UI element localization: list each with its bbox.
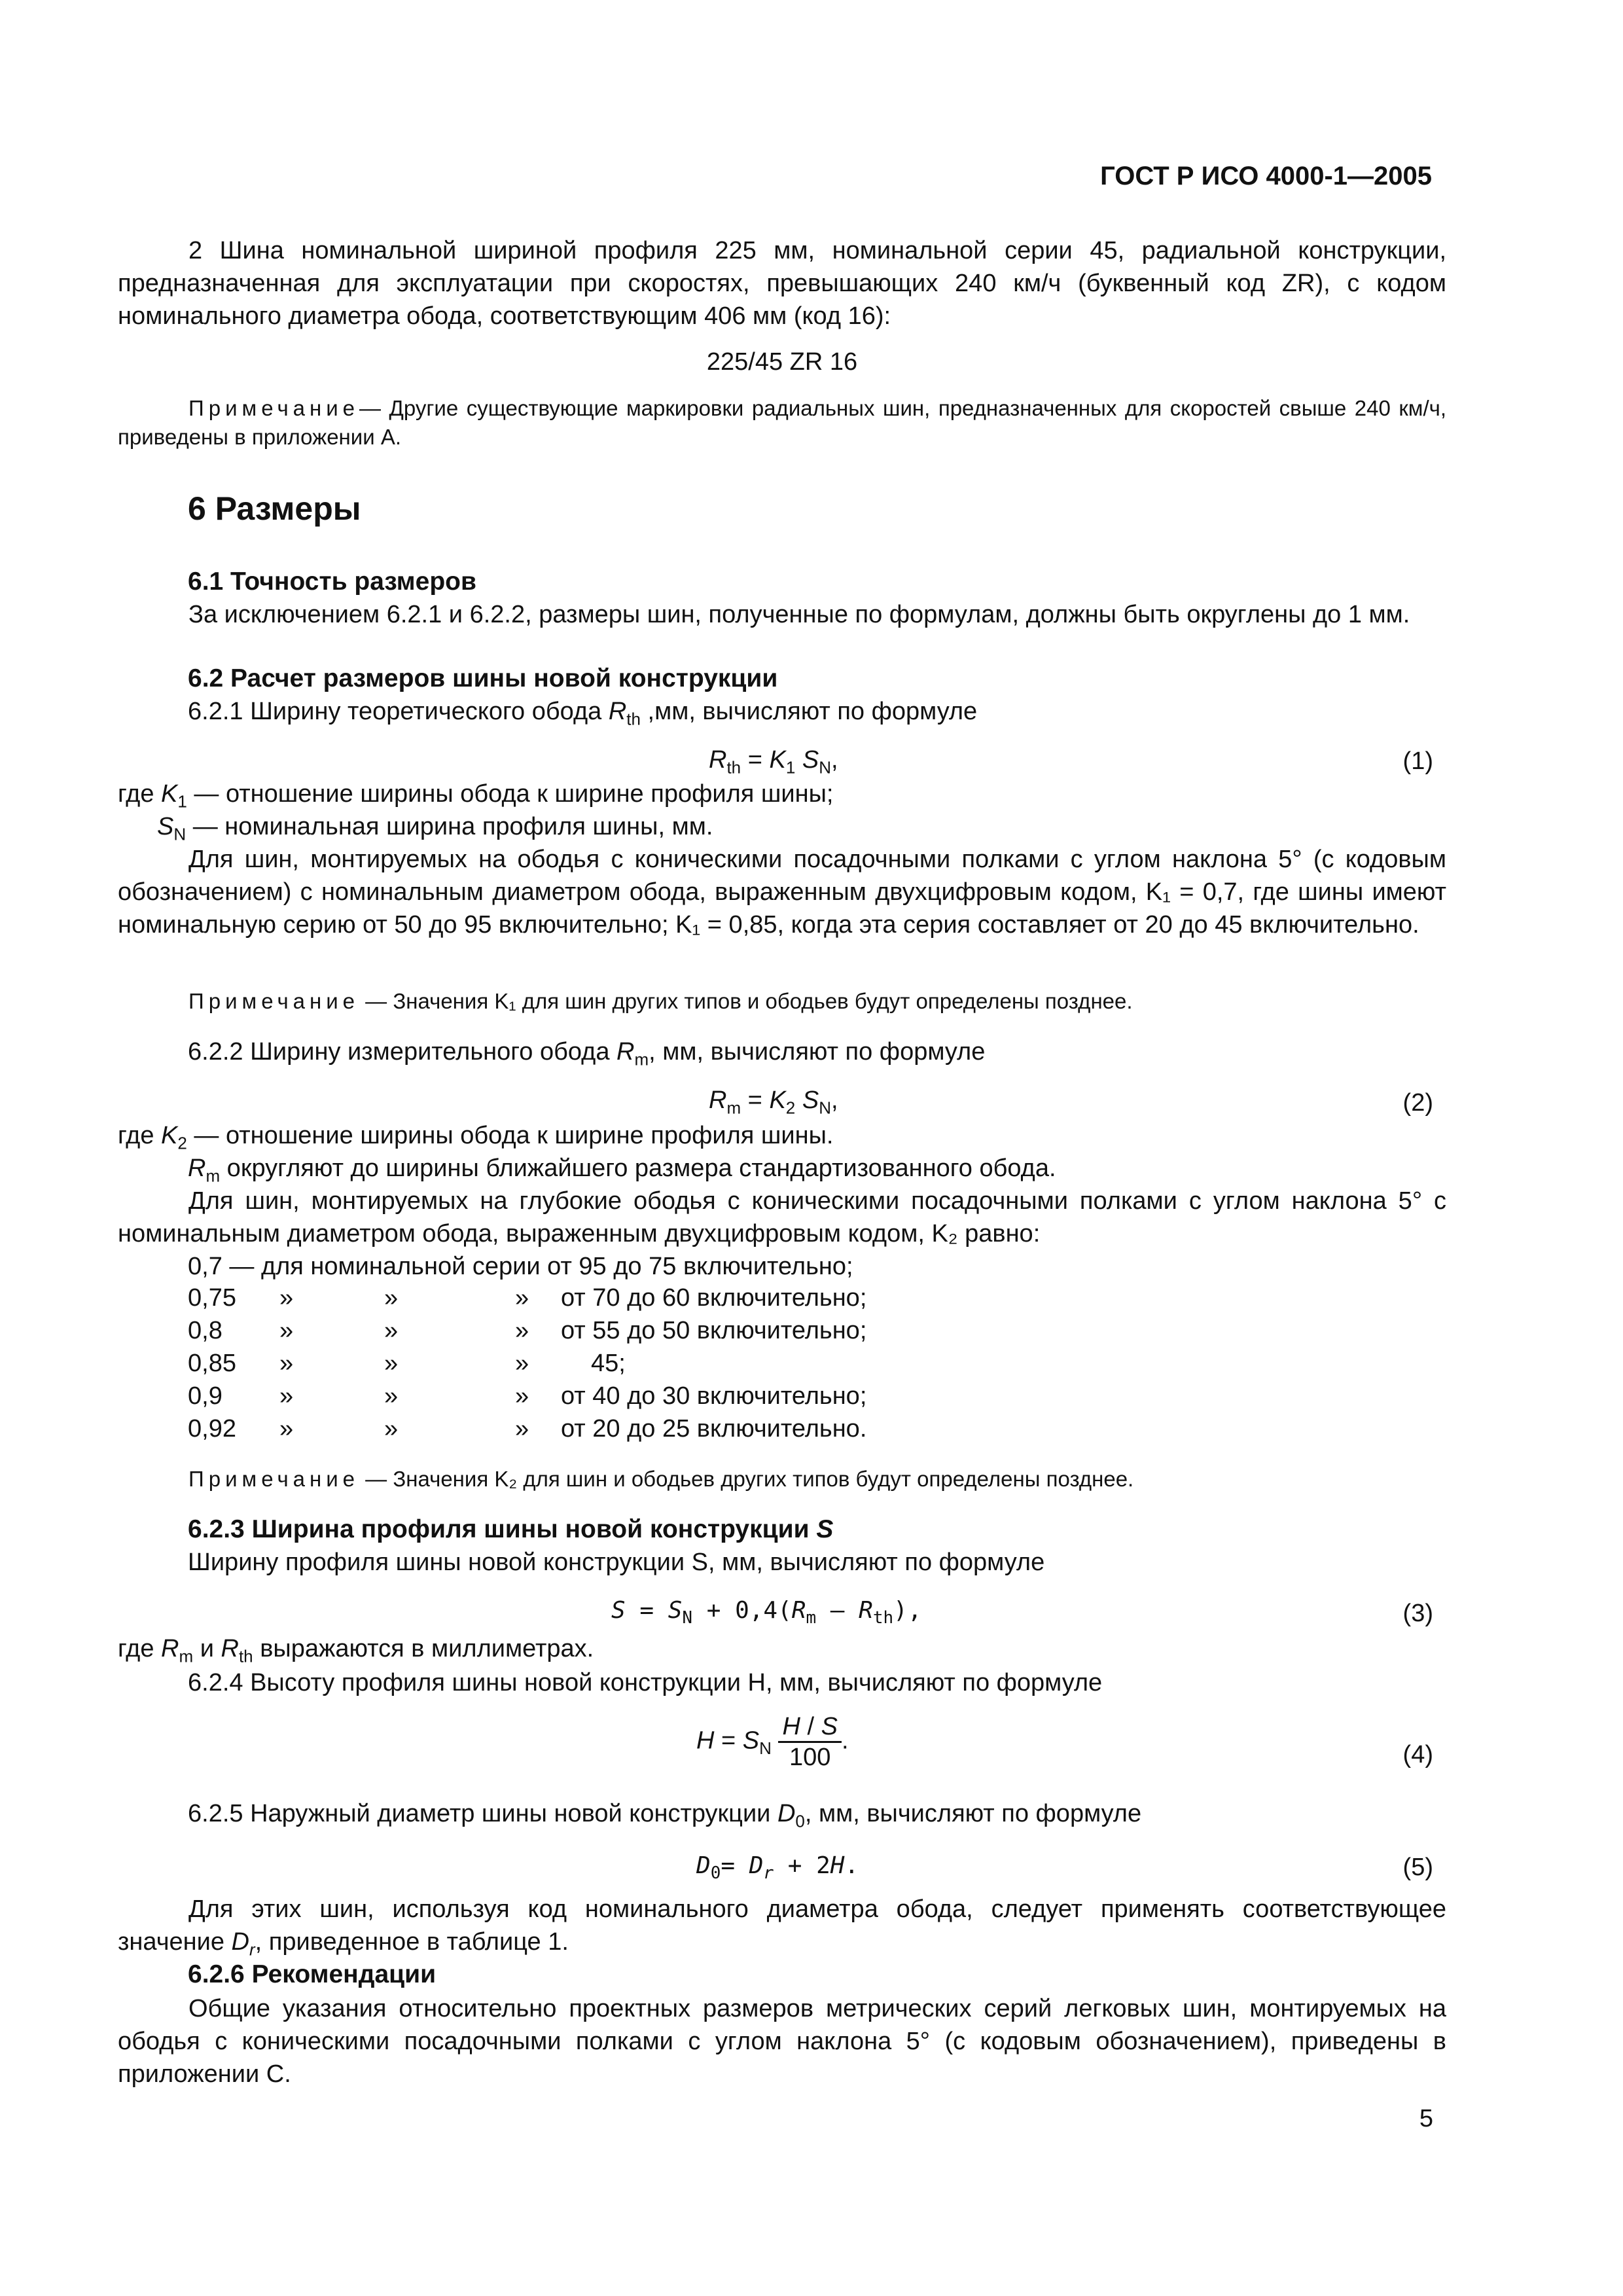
note-label: Примечание [188, 396, 360, 420]
ditto-mark: » [515, 1382, 529, 1410]
where-k2-text: — отношение ширины обода к ширине профиля шины. [187, 1122, 834, 1149]
note-label: Примечание [188, 989, 360, 1013]
where-sn: $S_N$ — номинальная ширина профиля шины, мм. [157, 813, 713, 844]
equation-number-2: (2) [1402, 1089, 1433, 1117]
equation-number-4: (4) [1402, 1741, 1433, 1768]
series-range: от 70 до 60 включительно; [561, 1284, 867, 1312]
section-6-2-3-heading [188, 1513, 833, 1546]
series-range: от 40 до 30 включительно; [561, 1382, 867, 1410]
where-sn-text: — номинальная ширина профиля шины, мм. [186, 813, 713, 840]
section-6-2-5-paragraph: Для этих шин, используя код номинального диаметра обода, следует применять соответствующее значение $D_r$, приведенное в таблице 1. [118, 1895, 1446, 1960]
example-2-text: 2 Шина номинальной шириной профиля 225 мм, номинальной серии 45, радиальной конструкции, предназначенная для эксплуатации при скоростях, превышающих 240 км/ч (буквенный код ZR), с кодом номинального диаметра обода, соответствующим 406 мм (код 16): [118, 237, 1446, 330]
ditto-mark: » [384, 1382, 399, 1410]
note-text: — Значения K₂ для шин и ободьев других типов будут определены позднее. [359, 1467, 1134, 1491]
intro-text-end: ,мм, вычисляют по формуле [640, 698, 978, 725]
intro-text-end: , мм, вычисляют по формуле [804, 1800, 1142, 1827]
note-label: Примечание [188, 1467, 360, 1491]
where-k2: где $K_2$ — отношение ширины обода к ширине профиля шины. [118, 1122, 834, 1153]
document-header: ГОСТ Р ИСО 4000-1—2005 [1100, 162, 1432, 190]
heading-text: 6.2.3 Ширина профиля шины новой конструкции [188, 1515, 817, 1543]
equation-number-1: (1) [1402, 747, 1433, 775]
section-6-2-1-paragraph: Для шин, монтируемых на ободья с коническими посадочными полками с углом наклона 5° (с кодовым обозначением) с номинальным диаметром обода, выраженным двухцифровым кодом, K₁ = 0,7, где шины имеют номинальную серию от 50 до 95 включительно; K₁ = 0,85, когда эта серия составляет от 20 до 45 включительно. [118, 846, 1446, 939]
tire-marking-example: 225/45 ZR 16 [706, 348, 858, 376]
equation-number-5: (5) [1402, 1854, 1433, 1881]
note-other-markings [118, 394, 1446, 452]
section-6-2-2-intro: 6.2.2 Ширину измерительного обода $R_m$, мм, вычисляют по формуле [188, 1038, 986, 1069]
k2-table-row [188, 1412, 918, 1445]
k2-value: 0,8 [188, 1317, 223, 1344]
ditto-mark: » [515, 1284, 529, 1312]
where-k1: где $K_1$ — отношение ширины обода к ширине профиля шины; [118, 780, 834, 812]
series-range: 45; [591, 1350, 626, 1377]
k2-value: 0,85 [188, 1350, 236, 1377]
k2-table-row [188, 1314, 918, 1347]
ditto-mark: » [279, 1317, 294, 1344]
page-number: 5 [1419, 2105, 1433, 2132]
ditto-mark: » [279, 1284, 294, 1312]
note-text: — Другие существующие маркировки радиальных шин, предназначенных для скоростей свыше 240 км/ч, приведены в приложении А. [118, 396, 1446, 449]
where-units: где $R_m$ и $R_{th}$ выражаются в миллиметрах. [118, 1635, 594, 1666]
section-6-2-1-intro: 6.2.1 Ширину теоретического обода $R_{th}$ ,мм, вычисляют по формуле [188, 698, 978, 729]
k2-values-table [188, 1282, 918, 1445]
k2-first-row: 0,7 — для номинальной серии от 95 до 75 включительно; [188, 1253, 853, 1280]
section-6-2-5-intro: 6.2.5 Наружный диаметр шины новой конструкции $D_0$, мм, вычисляют по формуле [188, 1800, 1142, 1831]
section-6-2-2-paragraph: Для шин, монтируемых на глубокие ободья с коническими посадочными полками с углом наклона 5° с номинальным диаметром обода, выраженным двухцифровым кодом, K₂ равно: [118, 1187, 1446, 1247]
k2-table-row [188, 1282, 918, 1314]
para-text: Для этих шин, используя код номинального диаметра обода, следует применять соответствующее значение [118, 1895, 1446, 1956]
formula-1: $R_{th} = K_1$ $S_N$, [709, 746, 838, 778]
fraction: $\frac{H / S}{100}$ [778, 1712, 842, 1772]
rounding-note: $R_m$ округляют до ширины ближайшего размера стандартизованного обода. [188, 1155, 1056, 1186]
ditto-mark: » [515, 1415, 529, 1443]
intro-text: 6.2.5 Наружный диаметр шины новой конструкции [188, 1800, 777, 1827]
formula-5: $D_0= D_r + 2H$. [696, 1852, 859, 1884]
intro-text: 6.2.1 Ширину теоретического обода [188, 698, 609, 725]
where-units-text: выражаются в миллиметрах. [253, 1635, 594, 1662]
where-k1-text: — отношение ширины обода к ширине профиля шины; [187, 780, 834, 808]
intro-text: 6.2.2 Ширину измерительного обода [188, 1038, 617, 1066]
series-range: от 55 до 50 включительно; [561, 1317, 867, 1344]
note-k1 [118, 987, 1446, 1016]
section-6-2-6-heading: 6.2.6 Рекомендации [188, 1960, 437, 1988]
ditto-mark: » [384, 1350, 399, 1377]
formula-3: $S = S_N + 0,4(R_m$ — $R_{th}$), [611, 1597, 922, 1628]
heading-variable: S [816, 1515, 834, 1543]
ditto-mark: » [384, 1284, 399, 1312]
formula-4: $H = S_N$ $\frac{H / S}{100}$ . [696, 1713, 849, 1771]
ditto-mark: » [384, 1317, 399, 1344]
intro-text-end: , мм, вычисляют по формуле [649, 1038, 986, 1066]
note-k2 [118, 1465, 1446, 1494]
k2-value: 0,9 [188, 1382, 223, 1410]
section-6-1-text: За исключением 6.2.1 и 6.2.2, размеры шин, полученные по формулам, должны быть округлены до 1 мм. [188, 601, 1410, 628]
k2-value: 0,92 [188, 1415, 236, 1443]
section-6-2-4-intro: 6.2.4 Высоту профиля шины новой конструкции H, мм, вычисляют по формуле [188, 1669, 1103, 1696]
ditto-mark: » [279, 1382, 294, 1410]
series-range: от 20 до 25 включительно. [561, 1415, 867, 1443]
ditto-mark: » [279, 1415, 294, 1443]
section-6-2-6-text: Общие указания относительно проектных размеров метрических серий легковых шин, монтируемых на ободья с коническими посадочными полками с углом наклона 5° (с кодовым обозначением), приведены в приложении С. [118, 1995, 1446, 2088]
k2-value: 0,75 [188, 1284, 236, 1312]
k2-table-row [188, 1347, 918, 1380]
equation-number-3: (3) [1402, 1600, 1433, 1627]
note-text: — Значения K₁ для шин других типов и ободьев будут определены позднее. [359, 989, 1133, 1013]
para-text-end: , приведенное в таблице 1. [255, 1928, 569, 1956]
formula-2: $R_m = K_2$ $S_N$, [709, 1086, 838, 1118]
ditto-mark: » [515, 1350, 529, 1377]
ditto-mark: » [515, 1317, 529, 1344]
rounding-text: округляют до ширины ближайшего размера стандартизованного обода. [220, 1155, 1056, 1182]
section-6-2-heading: 6.2 Расчет размеров шины новой конструкции [188, 664, 778, 692]
section-6-1-heading: 6.1 Точность размеров [188, 567, 476, 596]
ditto-mark: » [279, 1350, 294, 1377]
section-6-heading: 6 Размеры [188, 490, 361, 527]
section-6-2-3-intro: Ширину профиля шины новой конструкции S, мм, вычисляют по формуле [188, 1549, 1045, 1576]
k2-table-row [188, 1380, 918, 1412]
ditto-mark: » [384, 1415, 399, 1443]
